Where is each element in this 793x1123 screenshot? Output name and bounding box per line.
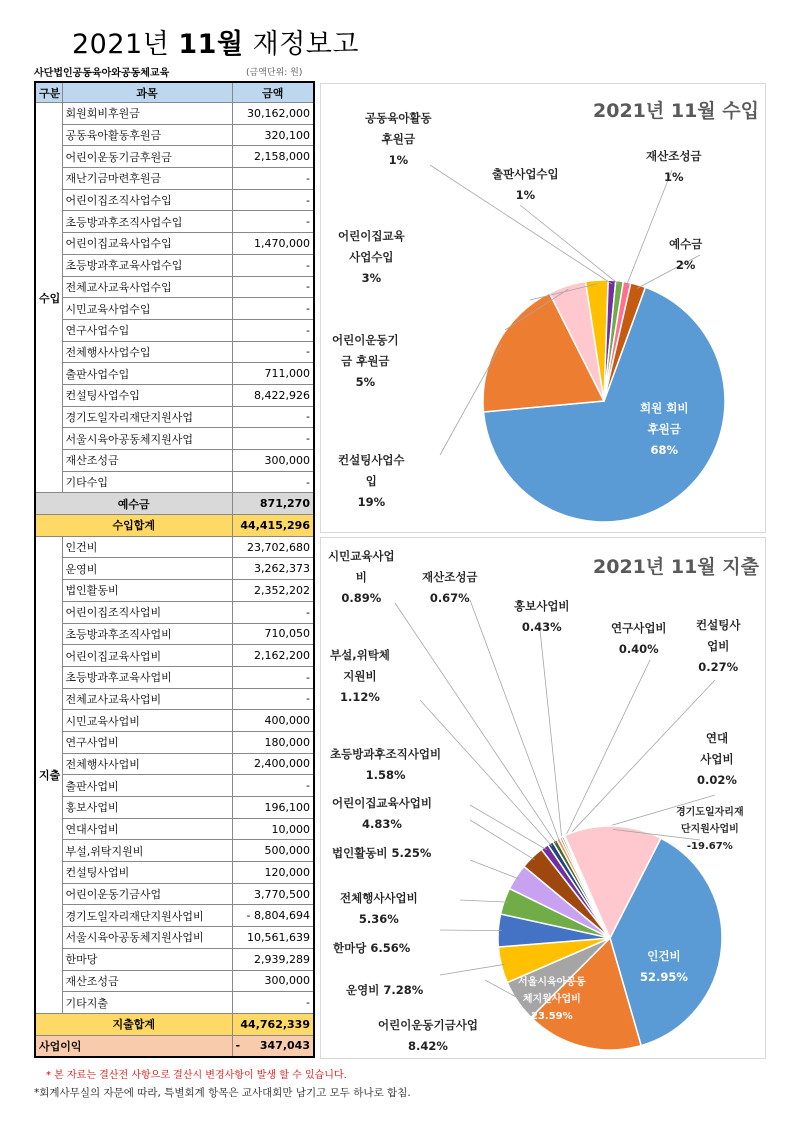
pie1-label-pct: 23.59%	[530, 1011, 573, 1022]
expense-item-name: 부설,위탁지원비	[62, 840, 232, 862]
pie1-label-pct: 1.12%	[340, 690, 380, 704]
pie0-slice-label	[669, 234, 702, 276]
disclaimer-note: * 본 자료는 결산전 사항으로 결산시 변경사항이 발생 할 수 있습니다.	[46, 1070, 347, 1081]
pie0-slice-label	[332, 330, 399, 393]
income-item-amount: -	[232, 168, 314, 190]
pie1-leader-line	[564, 660, 650, 840]
income-item-amount: -	[232, 471, 314, 493]
pie0-slice-label	[492, 164, 559, 206]
pie0-slice-label	[338, 450, 405, 513]
income-item-name: 전체교사교육사업수입	[62, 276, 232, 298]
expense-item-amount: - 8,804,694	[232, 905, 314, 927]
expense-item-amount: -	[232, 666, 314, 688]
pie1-label-line: 컨설팅사	[696, 618, 741, 632]
pie1-leader-line	[540, 630, 562, 841]
pie0-slice-label	[640, 398, 688, 461]
expense-item-name: 법인활동비	[62, 580, 232, 602]
pie1-leader-line	[460, 900, 507, 902]
income-item-name: 기타수입	[62, 471, 232, 493]
pie1-slice-label	[332, 843, 431, 864]
pie0-label-line: 출판사업수입	[492, 167, 559, 181]
expense-total-amount: 44,762,339	[232, 1013, 314, 1035]
pie1-slice-label	[696, 615, 740, 678]
expense-item-name: 전체행사사업비	[62, 753, 232, 775]
pie1-slice-label	[640, 946, 688, 988]
pie1-label-line: 홍보사업비	[514, 599, 570, 613]
income-item-name: 어린이집조직사업수입	[62, 189, 232, 211]
pie0-leader-line	[520, 205, 619, 285]
income-item-amount: -	[232, 319, 314, 341]
deposit-label: 예수금	[35, 493, 232, 515]
expense-item-name: 전체교사교육사업비	[62, 688, 232, 710]
income-item-amount: 300,000	[232, 450, 314, 472]
income-chart-title: 2021년 11월 수입	[593, 100, 759, 122]
expense-item-name: 재산조성금	[62, 970, 232, 992]
pie0-label-pct: 2%	[675, 258, 696, 272]
pie0-label-line: 입	[365, 474, 377, 488]
pie1-label-line: 시민교육사업	[328, 549, 395, 563]
pie1-label-line: 재산조성금	[422, 570, 478, 584]
expense-item-amount: 10,000	[232, 818, 314, 840]
income-item-name: 컨설팅사업수입	[62, 384, 232, 406]
pie1-slice-label	[697, 728, 737, 791]
pie0-slice-label	[338, 226, 405, 289]
income-item-name: 초등방과후교육사업수입	[62, 254, 232, 276]
expense-item-name: 운영비	[62, 558, 232, 580]
income-group-label: 수입	[35, 103, 62, 493]
pie1-label-line: 부설,위탁체	[330, 648, 390, 662]
expense-item-name: 초등방과후교육사업비	[62, 666, 232, 688]
pie1-label-pct: 0.89%	[341, 591, 382, 605]
expense-item-amount: 2,162,200	[232, 645, 314, 667]
deposit-amount: 871,270	[232, 493, 314, 515]
pie0-label-pct: 5%	[355, 375, 376, 389]
title-year: 2021년	[72, 29, 170, 60]
income-item-amount: -	[232, 276, 314, 298]
expense-item-name: 어린이운동기금사업	[62, 883, 232, 905]
pie1-label-line: 어린이운동기금사업	[378, 1018, 478, 1032]
pie0-label-pct: 19%	[357, 495, 386, 509]
pie1-label-line: 법인활동비 5.25%	[332, 846, 432, 860]
profit-value: 347,043	[259, 1039, 310, 1053]
pie0-label-pct: 1%	[515, 188, 536, 202]
pie1-slice-label	[330, 744, 441, 786]
income-item-name: 출판사업수입	[62, 363, 232, 385]
pie1-slice-label	[378, 1015, 478, 1057]
pie1-label-pct: 1.58%	[365, 768, 406, 782]
accounting-note: *회계사무실의 자문에 따라, 특별회계 항목은 교사대회만 남기고 모두 하나로 합침.	[34, 1087, 411, 1099]
pie0-label-pct: 3%	[361, 271, 382, 285]
pie0-label-line: 회원 회비	[640, 401, 689, 415]
pie0-label-pct: 68%	[650, 443, 678, 457]
expense-item-name: 홍보사업비	[62, 797, 232, 819]
income-item-amount: 320,100	[232, 124, 314, 146]
income-item-name: 공동육아활동후원금	[62, 124, 232, 146]
expense-item-amount: -	[232, 992, 314, 1014]
pie1-leader-line	[470, 860, 519, 879]
pie1-label-pct: 52.95%	[640, 970, 688, 984]
expense-item-amount: 10,561,639	[232, 927, 314, 949]
income-item-amount: -	[232, 254, 314, 276]
income-item-name: 시민교육사업수입	[62, 298, 232, 320]
income-total-label: 수입합계	[35, 515, 232, 537]
expense-item-name: 연구사업비	[62, 731, 232, 753]
pie1-label-line: 서울시육아공동	[518, 977, 586, 988]
income-item-name: 연구사업수입	[62, 319, 232, 341]
profit-sign: -	[235, 1039, 241, 1053]
income-item-amount: 30,162,000	[232, 103, 314, 125]
header-category: 구분	[35, 82, 62, 103]
income-item-amount: -	[232, 341, 314, 363]
expense-item-amount: 196,100	[232, 797, 314, 819]
expense-item-amount: -	[232, 601, 314, 623]
expense-item-name: 인건비	[62, 536, 232, 558]
pie0-label-line: 어린이운동기	[332, 333, 399, 347]
pie1-label-pct: -19.67%	[686, 841, 733, 852]
expense-item-amount: 500,000	[232, 840, 314, 862]
expense-item-amount: 400,000	[232, 710, 314, 732]
pie1-label-line: 인건비	[647, 949, 681, 963]
pie1-label-line: 연구사업비	[611, 621, 667, 635]
pie0-label-line: 예수금	[669, 237, 703, 251]
organization-name: 사단법인공동육아와공동체교육	[34, 68, 170, 79]
pie0-label-line: 재산조성금	[646, 149, 702, 163]
pie1-slice-label	[422, 567, 478, 609]
currency-unit: (금액단위: 원)	[246, 68, 303, 78]
expense-total-label: 지출합계	[35, 1013, 232, 1035]
pie0-label-line: 컨설팅사업수	[338, 453, 405, 467]
pie1-slice-label	[340, 888, 418, 930]
pie1-slice-label	[611, 618, 667, 660]
pie1-label-line: 연대	[705, 731, 729, 745]
pie1-slice-label	[330, 645, 390, 708]
pie1-label-pct: 8.42%	[408, 1039, 448, 1053]
pie1-label-pct: 0.67%	[429, 591, 470, 605]
pie1-label-line: 체지원사업비	[522, 994, 581, 1005]
pie0-label-line: 공동육아활동	[365, 111, 432, 125]
pie1-slice-label	[332, 793, 432, 835]
header-amount: 금액	[232, 82, 314, 103]
expense-item-amount: 180,000	[232, 731, 314, 753]
pie1-label-line: 한마당 6.56%	[333, 941, 411, 955]
pie1-leader-line	[470, 820, 535, 860]
expense-item-name: 서울시육아공동체지원사업비	[62, 927, 232, 949]
income-item-amount: 711,000	[232, 363, 314, 385]
pie1-slice-label	[518, 974, 586, 1025]
income-total-amount: 44,415,296	[232, 515, 314, 537]
income-item-amount: -	[232, 428, 314, 450]
pie1-label-line: 초등방과후조직사업비	[330, 747, 442, 761]
pie1-leader-line	[440, 964, 505, 975]
pie1-label-line: 어린이집교육사업비	[332, 796, 432, 810]
pie1-label-pct: 0.40%	[618, 642, 659, 656]
pie1-label-line: 지원비	[343, 669, 377, 683]
pie0-slice-label	[646, 146, 702, 188]
pie1-label-line: 전체행사사업비	[340, 891, 418, 905]
pie0-label-pct: 1%	[664, 170, 684, 184]
pie0-slice-label	[365, 108, 432, 171]
title-rest: 재정보고	[252, 29, 359, 60]
income-item-name: 회원회비후원금	[62, 103, 232, 125]
income-item-name: 서울시육아공동체지원사업	[62, 428, 232, 450]
expense-item-name: 컨설팅사업비	[62, 862, 232, 884]
expense-group-label: 지출	[35, 536, 62, 1013]
pie1-label-pct: 0.02%	[697, 773, 737, 787]
expense-item-name: 어린이집조직사업비	[62, 601, 232, 623]
pie0-label-line: 후원금	[381, 132, 415, 146]
income-item-name: 어린이집교육사업수입	[62, 233, 232, 255]
expense-item-amount: -	[232, 688, 314, 710]
expense-item-amount: 2,939,289	[232, 948, 314, 970]
pie1-label-line: 업비	[707, 639, 730, 653]
expense-item-name: 한마당	[62, 948, 232, 970]
income-item-amount: 2,158,000	[232, 146, 314, 168]
pie1-slice-label	[328, 546, 395, 609]
expense-item-amount: 23,702,680	[232, 536, 314, 558]
expense-chart-title: 2021년 11월 지출	[593, 556, 759, 578]
title-month: 11월	[178, 29, 244, 60]
expense-item-amount: 2,400,000	[232, 753, 314, 775]
pie0-label-line: 사업수입	[349, 250, 394, 264]
pie1-label-line: 경기도일자리재	[676, 807, 744, 818]
expense-item-name: 초등방과후조직사업비	[62, 623, 232, 645]
expense-item-name: 경기도일자리재단지원사업비	[62, 905, 232, 927]
expense-item-amount: 300,000	[232, 970, 314, 992]
profit-label: 사업이익	[35, 1035, 232, 1057]
income-item-amount: -	[232, 298, 314, 320]
expense-item-amount: 120,000	[232, 862, 314, 884]
pie1-label-pct: 0.27%	[698, 660, 739, 674]
pie1-label-pct: 5.36%	[358, 912, 399, 926]
income-item-name: 경기도일자리재단지원사업	[62, 406, 232, 428]
expense-item-amount: 2,352,202	[232, 580, 314, 602]
income-item-name: 어린이운동기금후원금	[62, 146, 232, 168]
income-item-amount: -	[232, 211, 314, 233]
expense-item-name: 기타지출	[62, 992, 232, 1014]
income-item-name: 전체행사사업수입	[62, 341, 232, 363]
pie1-label-line: 비	[355, 570, 367, 584]
pie1-leader-line	[440, 930, 502, 931]
income-item-name: 재산조성금	[62, 450, 232, 472]
expense-item-name: 시민교육사업비	[62, 710, 232, 732]
pie1-slice-label	[514, 596, 570, 638]
pie1-label-line: 단지원사업비	[680, 824, 739, 835]
pie0-label-line: 금 후원금	[341, 354, 390, 368]
pie1-label-pct: 4.83%	[362, 817, 402, 831]
expense-item-name: 출판사업비	[62, 775, 232, 797]
header-item: 과목	[62, 82, 232, 103]
expense-item-name: 연대사업비	[62, 818, 232, 840]
expense-item-amount: -	[232, 775, 314, 797]
pie0-label-pct: 1%	[388, 153, 409, 167]
income-item-amount: -	[232, 406, 314, 428]
pie1-label-line: 운영비 7.28%	[346, 983, 424, 997]
expense-item-name: 어린이집교육사업비	[62, 645, 232, 667]
expense-item-amount: 3,262,373	[232, 558, 314, 580]
pie1-label-pct: 0.43%	[521, 620, 562, 634]
pie1-slice-label	[676, 804, 744, 855]
pie1-slice-label	[346, 980, 423, 1001]
pie1-slice-label	[333, 938, 410, 959]
expense-item-amount: 710,050	[232, 623, 314, 645]
income-item-name: 재난기금마련후원금	[62, 168, 232, 190]
income-item-amount: 1,470,000	[232, 233, 314, 255]
pie0-label-line: 후원금	[647, 422, 681, 436]
income-item-amount: 8,422,926	[232, 384, 314, 406]
income-item-name: 초등방과후조직사업수입	[62, 211, 232, 233]
income-item-amount: -	[232, 189, 314, 211]
pie1-label-line: 사업비	[700, 752, 734, 766]
expense-item-amount: 3,770,500	[232, 883, 314, 905]
pie0-label-line: 어린이집교육	[338, 229, 405, 243]
